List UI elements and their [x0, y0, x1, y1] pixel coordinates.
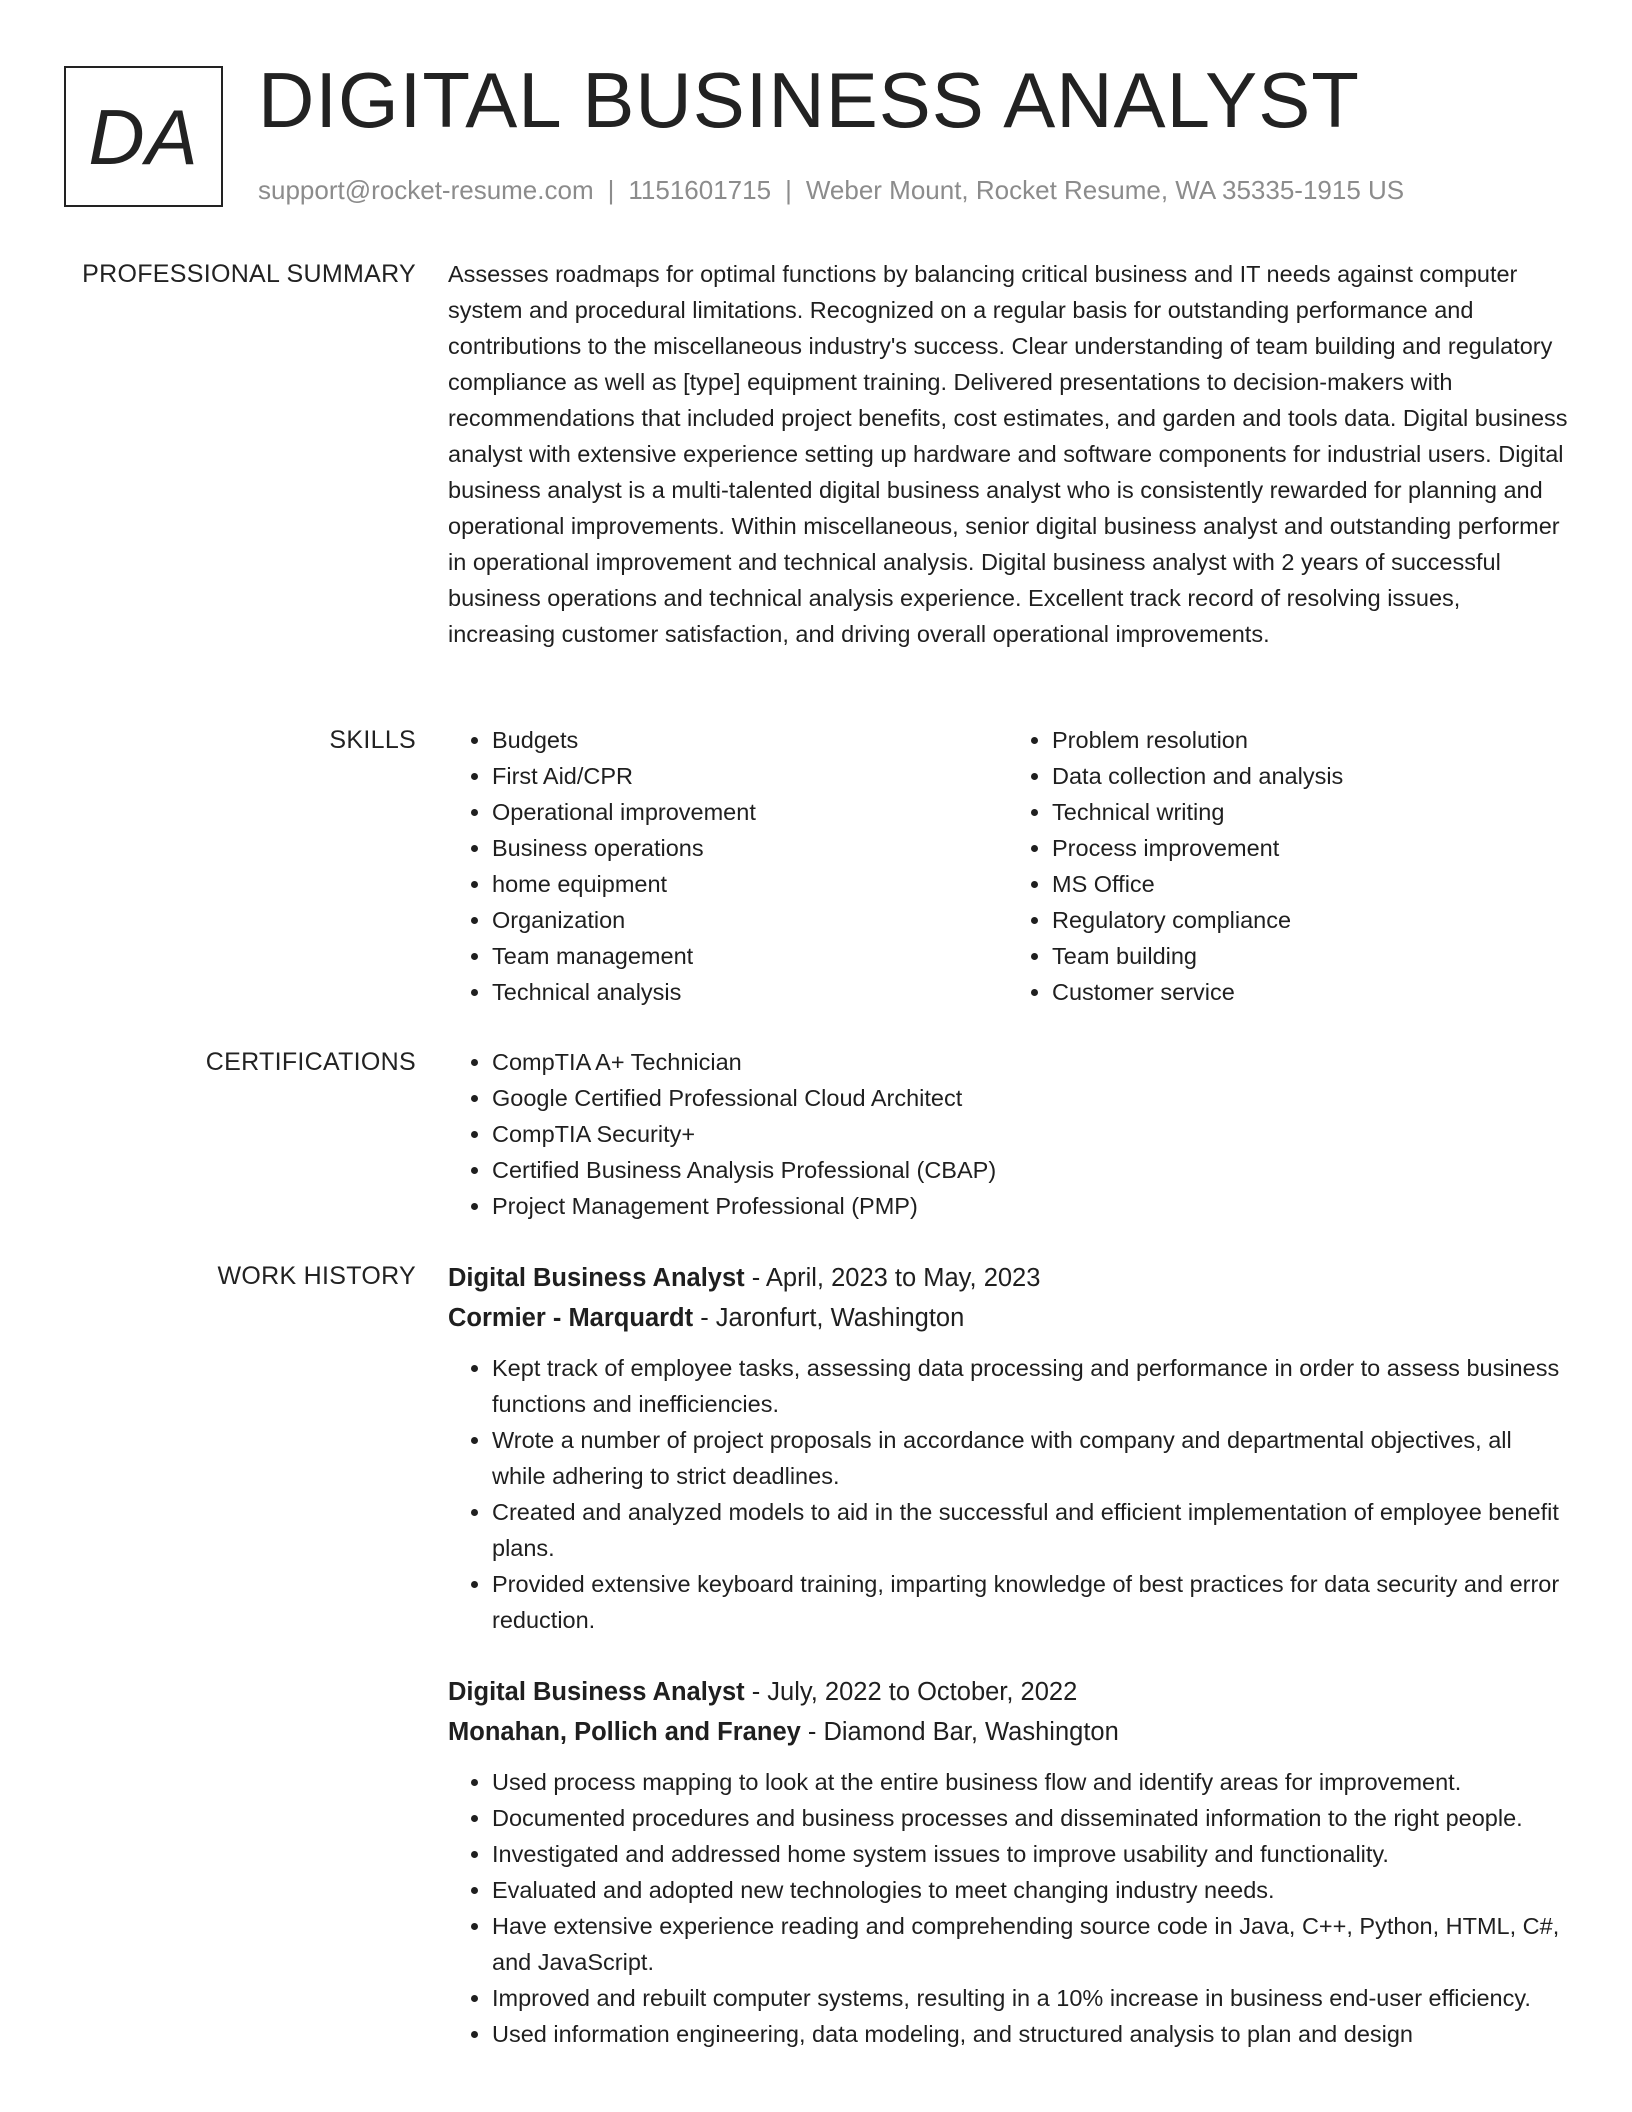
work-history-body: [448, 1258, 1568, 2086]
skills-list-right: [1008, 722, 1568, 1010]
job-company: Cormier - Marquardt: [448, 1304, 694, 1332]
job-bullets: [448, 1764, 1568, 2052]
job-title-line: [448, 1672, 1568, 1712]
job-company: Monahan, Pollich and Franey: [448, 1718, 801, 1746]
job-bullet: • Provided extensive keyboard training, imparting knowledge of best practices for data security and error reduction.: [492, 1566, 1568, 1638]
job-entry: [448, 1672, 1568, 2052]
contact-line: [258, 175, 1404, 206]
job-bullets: [448, 1350, 1568, 1638]
job-bullet: • Have extensive experience reading and comprehending source code in Java, C++, Python, HTML, C#, and JavaScript.: [492, 1908, 1568, 1980]
skill-item: • Team building: [1052, 938, 1568, 974]
skills-list-left: [448, 722, 1008, 1010]
certification-item: • CompTIA Security+: [492, 1116, 1568, 1152]
skill-item: • Process improvement: [1052, 830, 1568, 866]
skill-item: • Technical writing: [1052, 794, 1568, 830]
skill-item: • Data collection and analysis: [1052, 758, 1568, 794]
monogram-box: [64, 66, 223, 207]
job-company-line: [448, 1298, 1568, 1338]
skill-item: • MS Office: [1052, 866, 1568, 902]
job-dates: - July, 2022 to October, 2022: [744, 1678, 1078, 1706]
certifications-list: [448, 1044, 1568, 1224]
contact-email[interactable]: support@rocket-resume.com: [258, 175, 594, 205]
skill-item: • First Aid/CPR: [492, 758, 1008, 794]
contact-address: Weber Mount, Rocket Resume, WA 35335-1915 US: [805, 175, 1405, 205]
job-company-line: [448, 1712, 1568, 1752]
skill-item: • Organization: [492, 902, 1008, 938]
certification-item: • Google Certified Professional Cloud Architect: [492, 1080, 1568, 1116]
resume-name: DIGITAL BUSINESS ANALYST: [258, 56, 1360, 144]
job-bullet: • Documented procedures and business processes and disseminated information to the right people.: [492, 1800, 1568, 1836]
certification-item: • Certified Business Analysis Professional (CBAP): [492, 1152, 1568, 1188]
job-bullet: • Investigated and addressed home system issues to improve usability and functionality.: [492, 1836, 1568, 1872]
job-bullet: • Created and analyzed models to aid in the successful and efficient implementation of employee benefit plans.: [492, 1494, 1568, 1566]
contact-separator: |: [607, 175, 615, 205]
skill-item: • Operational improvement: [492, 794, 1008, 830]
job-location: - Jaronfurt, Washington: [693, 1304, 965, 1332]
summary-text: Assesses roadmaps for optimal functions by balancing critical business and IT needs against computer system and procedural limitations. Recognized on a regular basis for outstanding performance and contributions to the miscellaneous industry's success. Clear understanding of team building and regulatory compliance as well as [type] equipment training. Delivered presentations to decision-makers with recommendations that included project benefits, cost estimates, and garden and tools data. Digital business analyst with extensive experience setting up hardware and software components for industrial users. Digital business analyst is a multi-talented digital business analyst who is consistently rewarded for planning and operational improvements. Within miscellaneous, senior digital business analyst and outstanding performer in operational improvement and technical analysis. Digital business analyst with 2 years of successful business operations and technical analysis experience. Excellent track record of resolving issues, increasing customer satisfaction, and driving overall operational improvements.: [448, 261, 1568, 647]
job-bullet: • Used information engineering, data modeling, and structured analysis to plan and design: [492, 2016, 1568, 2052]
skill-item: • Budgets: [492, 722, 1008, 758]
skill-item: • home equipment: [492, 866, 1008, 902]
skill-item: • Business operations: [492, 830, 1008, 866]
skill-item: • Customer service: [1052, 974, 1568, 1010]
job-title: Digital Business Analyst: [448, 1264, 745, 1292]
job-bullet: • Evaluated and adopted new technologies to meet changing industry needs.: [492, 1872, 1568, 1908]
certification-item: • CompTIA A+ Technician: [492, 1044, 1568, 1080]
section-label-certifications: CERTIFICATIONS: [205, 1048, 416, 1076]
skill-item: • Technical analysis: [492, 974, 1008, 1010]
certification-item: • Project Management Professional (PMP): [492, 1188, 1568, 1224]
contact-phone[interactable]: 1151601715: [628, 175, 772, 205]
job-bullet: • Wrote a number of project proposals in accordance with company and departmental objectives, all while adhering to strict deadlines.: [492, 1422, 1568, 1494]
job-title-line: [448, 1258, 1568, 1298]
skill-item: • Problem resolution: [1052, 722, 1568, 758]
monogram-initials: DA: [88, 92, 199, 181]
contact-separator: |: [785, 175, 792, 205]
job-bullet: • Kept track of employee tasks, assessing data processing and performance in order to assess business functions and inefficiencies.: [492, 1350, 1568, 1422]
summary-body: [448, 256, 1568, 652]
section-label-skills: SKILLS: [329, 726, 416, 754]
skills-body: [448, 722, 1568, 1010]
job-location: - Diamond Bar, Washington: [800, 1718, 1119, 1746]
job-title: Digital Business Analyst: [448, 1678, 745, 1706]
skill-item: • Team management: [492, 938, 1008, 974]
job-dates: - April, 2023 to May, 2023: [744, 1264, 1041, 1292]
certifications-body: [448, 1044, 1568, 1224]
section-label-summary: PROFESSIONAL SUMMARY: [82, 260, 416, 288]
skill-item: • Regulatory compliance: [1052, 902, 1568, 938]
job-bullet: • Improved and rebuilt computer systems, resulting in a 10% increase in business end-user efficiency.: [492, 1980, 1568, 2016]
section-label-work-history: WORK HISTORY: [217, 1262, 416, 1290]
job-bullet: • Used process mapping to look at the entire business flow and identify areas for improvement.: [492, 1764, 1568, 1800]
job-entry: [448, 1258, 1568, 1638]
